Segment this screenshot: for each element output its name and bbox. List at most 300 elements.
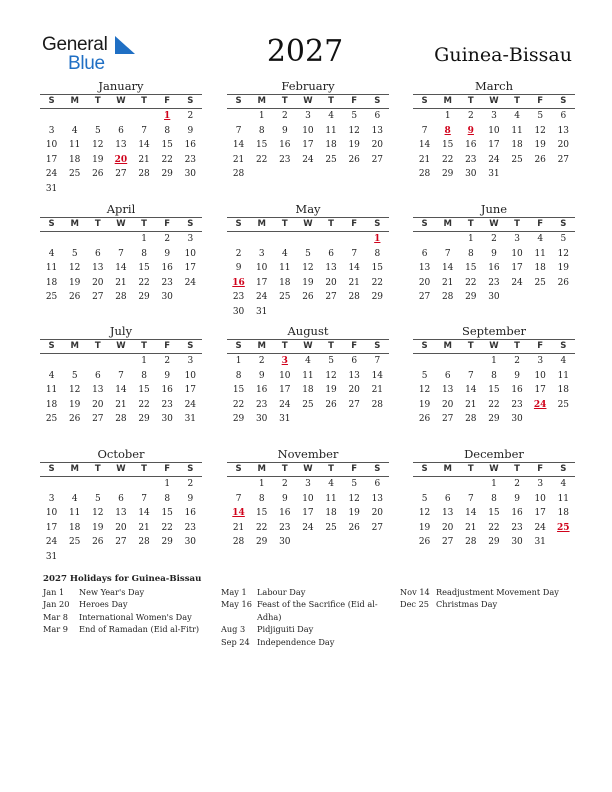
weekday-label: T [141, 219, 147, 229]
weekday-header [227, 462, 389, 477]
empty-day-cell [156, 182, 179, 197]
empty-day-cell [506, 290, 529, 305]
day-cell: 10 [45, 508, 58, 519]
empty-day-cell [413, 477, 436, 492]
empty-day-cell [366, 535, 389, 550]
day-cell: 30 [255, 414, 268, 425]
weekday-header [40, 94, 202, 109]
empty-day-cell [227, 232, 250, 247]
weekday-label: W [116, 219, 126, 229]
day-cell: 4 [71, 493, 78, 504]
day-cell: 18 [534, 263, 546, 274]
day-cell: 11 [279, 263, 291, 274]
week-row [413, 506, 575, 521]
weekday-label: W [489, 96, 499, 106]
day-cell: 12 [325, 370, 337, 381]
day-cell: 18 [557, 385, 570, 396]
day-cell: 29 [138, 414, 150, 425]
weekday-label: M [257, 464, 266, 474]
week-row [40, 261, 202, 276]
day-cell: 2 [187, 111, 194, 121]
week-row [413, 276, 575, 291]
weekday-label: M [70, 219, 79, 229]
weekday-label: T [94, 341, 101, 351]
week-row [413, 138, 575, 153]
empty-day-cell [320, 412, 343, 427]
weekday-label: F [351, 341, 358, 351]
empty-day-cell [343, 305, 366, 320]
day-cell: 4 [537, 234, 544, 244]
day-cell: 5 [560, 234, 567, 244]
month-name: April [106, 202, 136, 216]
empty-day-cell [366, 305, 389, 320]
weekday-label: M [70, 96, 79, 106]
day-cell: 9 [281, 125, 288, 136]
empty-day-cell [296, 167, 319, 182]
week-row [227, 153, 389, 168]
day-cell: 8 [141, 370, 147, 381]
day-cell: 8 [374, 248, 381, 259]
day-cell: 9 [514, 370, 520, 381]
week-row [40, 167, 202, 182]
weekday-label: W [303, 341, 313, 351]
brand-logo [40, 34, 150, 74]
empty-day-cell [273, 305, 296, 320]
day-cell: 9 [235, 263, 242, 274]
day-cell: 13 [115, 508, 127, 519]
empty-day-cell [436, 232, 459, 247]
weekday-label: T [328, 96, 334, 106]
page-title-country: Guinea-Bissau [434, 44, 572, 66]
empty-day-cell [343, 412, 366, 427]
day-cell: 6 [560, 111, 567, 121]
day-cell: 31 [255, 306, 268, 317]
week-row [227, 398, 389, 413]
day-cell: 16 [511, 508, 523, 519]
day-cell: 8 [491, 370, 497, 381]
week-row [227, 124, 389, 139]
day-cell: 17 [255, 277, 268, 288]
holiday-day-cell: 1 [164, 111, 171, 121]
weekday-label: T [94, 464, 101, 474]
day-cell: 17 [184, 385, 197, 396]
day-cell: 1 [141, 356, 147, 366]
week-row [40, 247, 202, 262]
day-cell: 1 [467, 234, 474, 244]
day-cell: 19 [534, 140, 546, 151]
day-cell: 6 [94, 370, 101, 381]
day-cell: 22 [371, 277, 384, 288]
empty-day-cell [413, 232, 436, 247]
week-row [40, 232, 202, 247]
holiday-item [221, 623, 391, 635]
day-cell: 30 [161, 292, 173, 303]
empty-day-cell [413, 354, 436, 369]
empty-day-cell [227, 477, 250, 492]
day-cell: 18 [68, 522, 81, 533]
day-cell: 19 [68, 399, 81, 410]
day-cell: 1 [491, 356, 497, 366]
day-cell: 13 [92, 263, 104, 274]
week-row [413, 247, 575, 262]
day-cell: 1 [164, 479, 171, 489]
weekday-header [227, 217, 389, 232]
day-cell: 4 [328, 111, 334, 121]
day-cell: 28 [418, 169, 431, 180]
empty-day-cell [250, 167, 273, 182]
empty-day-cell [320, 167, 343, 182]
weekday-label: S [560, 96, 567, 106]
month-september [413, 324, 575, 427]
weekday-label: S [235, 464, 242, 474]
day-cell: 7 [421, 125, 428, 136]
empty-day-cell [63, 550, 86, 565]
weekday-label: W [489, 341, 499, 351]
day-cell: 14 [138, 508, 150, 519]
day-cell: 23 [184, 154, 197, 165]
day-cell: 9 [258, 370, 265, 381]
day-cell: 10 [534, 370, 546, 381]
weekday-header [413, 94, 575, 109]
day-cell: 23 [488, 277, 500, 288]
empty-day-cell [40, 109, 63, 124]
weekday-header [40, 462, 202, 477]
day-cell: 24 [511, 277, 523, 288]
weekday-label: W [489, 464, 499, 474]
month-name: March [475, 79, 513, 93]
day-cell: 20 [371, 508, 384, 519]
week-row [227, 369, 389, 384]
day-cell: 26 [348, 154, 360, 165]
day-cell: 10 [45, 140, 58, 151]
brand-logo-text-general: General [42, 34, 108, 55]
day-cell: 27 [557, 154, 570, 165]
day-cell: 5 [421, 370, 428, 381]
day-cell: 8 [235, 370, 242, 381]
day-cell: 5 [94, 493, 101, 504]
empty-day-cell [296, 305, 319, 320]
holiday-date: Mar 9 [43, 624, 68, 635]
empty-day-cell [296, 232, 319, 247]
empty-day-cell [63, 109, 86, 124]
day-cell: 20 [371, 140, 384, 151]
day-cell: 5 [71, 248, 78, 259]
day-cell: 22 [441, 154, 454, 165]
week-row [413, 232, 575, 247]
day-cell: 4 [328, 479, 334, 489]
weekday-label: S [187, 96, 194, 106]
day-cell: 12 [557, 248, 570, 259]
day-cell: 20 [557, 140, 570, 151]
week-row [413, 124, 575, 139]
day-cell: 6 [374, 111, 381, 121]
weekday-label: M [70, 464, 79, 474]
week-row [40, 398, 202, 413]
holiday-name: New Year's Day [79, 587, 145, 597]
day-cell: 17 [45, 154, 58, 165]
day-cell: 22 [488, 522, 500, 533]
day-cell: 5 [351, 111, 358, 121]
empty-day-cell [86, 477, 109, 492]
month-april [40, 202, 202, 305]
day-cell: 4 [305, 356, 311, 366]
day-cell: 15 [232, 385, 245, 396]
empty-day-cell [320, 232, 343, 247]
week-row [40, 109, 202, 124]
day-cell: 11 [534, 248, 546, 259]
weekday-label: W [303, 96, 313, 106]
day-cell: 5 [351, 479, 358, 489]
empty-day-cell [529, 290, 552, 305]
day-cell: 24 [279, 399, 291, 410]
holiday-item [43, 586, 213, 598]
day-cell: 1 [258, 111, 265, 121]
holiday-column [400, 586, 580, 611]
week-row [227, 276, 389, 291]
day-cell: 11 [325, 125, 337, 136]
day-cell: 28 [465, 537, 477, 548]
day-cell: 19 [302, 277, 314, 288]
weekday-label: W [489, 219, 499, 229]
day-cell: 14 [371, 370, 384, 381]
week-row [40, 506, 202, 521]
day-cell: 8 [258, 125, 265, 136]
day-cell: 12 [68, 263, 81, 274]
week-row [413, 412, 575, 427]
weekday-label: F [537, 96, 544, 106]
day-cell: 23 [279, 154, 291, 165]
day-cell: 2 [514, 356, 520, 366]
day-cell: 5 [305, 248, 311, 259]
week-row [413, 369, 575, 384]
empty-day-cell [86, 232, 109, 247]
holiday-date: Sep 24 [221, 636, 250, 647]
day-cell: 7 [351, 248, 358, 259]
day-cell: 15 [371, 263, 384, 274]
day-cell: 18 [325, 508, 337, 519]
day-cell: 6 [374, 479, 381, 489]
day-cell: 30 [161, 414, 173, 425]
empty-day-cell [86, 354, 109, 369]
holiday-day-cell: 24 [533, 399, 547, 410]
day-cell: 6 [444, 493, 451, 504]
day-cell: 2 [281, 479, 288, 489]
day-cell: 15 [255, 508, 268, 519]
week-row [227, 492, 389, 507]
day-cell: 26 [418, 537, 431, 548]
day-cell: 24 [184, 277, 197, 288]
holiday-date: Aug 3 [221, 624, 246, 635]
week-row [227, 412, 389, 427]
day-cell: 8 [141, 248, 147, 259]
day-cell: 30 [232, 306, 245, 317]
day-cell: 10 [302, 125, 314, 136]
weekday-label: W [116, 96, 126, 106]
holiday-item [400, 598, 580, 610]
holiday-item [43, 623, 213, 635]
day-cell: 13 [92, 385, 104, 396]
day-cell: 15 [488, 508, 500, 519]
month-name: February [281, 79, 335, 93]
empty-day-cell [320, 535, 343, 550]
empty-day-cell [273, 167, 296, 182]
day-cell: 26 [92, 169, 104, 180]
day-cell: 20 [418, 277, 431, 288]
week-row [40, 477, 202, 492]
day-cell: 23 [184, 522, 197, 533]
month-july [40, 324, 202, 427]
day-cell: 23 [161, 399, 173, 410]
day-cell: 30 [488, 292, 500, 303]
weekday-label: S [560, 219, 567, 229]
day-cell: 15 [488, 385, 500, 396]
week-row [227, 305, 389, 320]
day-cell: 11 [557, 493, 570, 504]
day-cell: 16 [161, 263, 173, 274]
week-row [227, 383, 389, 398]
day-cell: 12 [418, 508, 431, 519]
day-cell: 19 [418, 522, 431, 533]
empty-day-cell [109, 354, 132, 369]
weekday-label: F [351, 464, 358, 474]
day-cell: 21 [465, 399, 477, 410]
weekday-label: W [303, 219, 313, 229]
month-name: June [480, 202, 508, 216]
week-row [413, 521, 575, 536]
day-cell: 24 [45, 169, 58, 180]
day-cell: 16 [279, 140, 291, 151]
weekday-header [413, 462, 575, 477]
week-row [40, 354, 202, 369]
holiday-date: Nov 14 [400, 587, 430, 597]
holiday-item [43, 611, 213, 623]
day-cell: 2 [491, 234, 497, 244]
day-cell: 13 [325, 263, 337, 274]
weekday-label: T [467, 464, 474, 474]
day-cell: 26 [302, 292, 314, 303]
day-cell: 12 [68, 385, 81, 396]
day-cell: 18 [45, 277, 58, 288]
day-cell: 18 [45, 399, 58, 410]
day-cell: 15 [138, 385, 150, 396]
day-cell: 9 [514, 493, 520, 504]
empty-day-cell [273, 232, 296, 247]
week-row [413, 383, 575, 398]
day-cell: 28 [115, 292, 127, 303]
day-cell: 1 [141, 234, 147, 244]
holiday-day-cell: 14 [232, 508, 245, 519]
weekday-label: W [303, 464, 313, 474]
holiday-day-cell: 3 [281, 356, 288, 366]
week-row [227, 261, 389, 276]
weekday-header [413, 339, 575, 354]
day-cell: 7 [444, 248, 451, 259]
day-cell: 29 [232, 414, 245, 425]
day-cell: 31 [534, 537, 546, 548]
weekday-label: S [187, 341, 194, 351]
empty-day-cell [529, 167, 552, 182]
day-cell: 22 [161, 522, 173, 533]
day-cell: 18 [302, 385, 314, 396]
holiday-name: Readjustment Movement Day [436, 587, 559, 597]
week-row [40, 412, 202, 427]
day-cell: 21 [138, 522, 150, 533]
day-cell: 6 [421, 248, 428, 259]
holiday-day-cell: 25 [557, 522, 570, 533]
day-cell: 13 [441, 385, 454, 396]
day-cell: 16 [184, 140, 197, 151]
day-cell: 22 [255, 154, 268, 165]
day-cell: 30 [184, 169, 197, 180]
day-cell: 10 [511, 248, 523, 259]
weekday-label: S [48, 96, 55, 106]
holiday-date: Jan 1 [43, 587, 65, 597]
empty-day-cell [156, 550, 179, 565]
day-cell: 9 [164, 370, 171, 381]
day-cell: 5 [328, 356, 334, 366]
day-cell: 24 [302, 522, 314, 533]
weekday-label: T [514, 219, 520, 229]
empty-day-cell [179, 182, 202, 197]
day-cell: 21 [348, 277, 360, 288]
holiday-day-cell: 9 [467, 125, 474, 136]
day-cell: 21 [232, 522, 245, 533]
day-cell: 28 [371, 399, 384, 410]
month-august [227, 324, 389, 427]
day-cell: 22 [255, 522, 268, 533]
day-cell: 27 [441, 537, 454, 548]
day-cell: 19 [92, 522, 104, 533]
week-row [413, 477, 575, 492]
holiday-name: Christmas Day [436, 599, 498, 610]
month-february [227, 79, 389, 182]
day-cell: 28 [115, 414, 127, 425]
weekday-header [40, 217, 202, 232]
holiday-list-title: 2027 Holidays for Guinea-Bissau [43, 574, 202, 584]
empty-day-cell [63, 182, 86, 197]
weekday-label: T [281, 219, 288, 229]
weekday-label: F [164, 219, 171, 229]
day-cell: 14 [465, 508, 477, 519]
weekday-label: T [467, 219, 474, 229]
day-cell: 23 [465, 154, 477, 165]
day-cell: 13 [418, 263, 431, 274]
day-cell: 22 [138, 277, 150, 288]
day-cell: 11 [557, 370, 570, 381]
holiday-day-cell: 8 [444, 125, 451, 136]
weekday-label: F [537, 219, 544, 229]
week-row [413, 354, 575, 369]
holiday-date: Jan 20 [43, 599, 70, 610]
day-cell: 2 [514, 479, 520, 489]
holiday-item [221, 636, 391, 648]
day-cell: 26 [325, 399, 337, 410]
weekday-label: T [281, 464, 288, 474]
weekday-label: S [48, 219, 55, 229]
day-cell: 11 [68, 140, 81, 151]
weekday-label: M [257, 219, 266, 229]
day-cell: 1 [235, 356, 242, 366]
month-name: November [277, 447, 339, 461]
day-cell: 7 [118, 248, 124, 259]
day-cell: 12 [348, 493, 360, 504]
day-cell: 30 [279, 537, 291, 548]
week-row [413, 109, 575, 124]
day-cell: 25 [68, 537, 81, 548]
day-cell: 29 [441, 169, 454, 180]
day-cell: 18 [279, 277, 291, 288]
page-title-year: 2027 [266, 34, 344, 69]
